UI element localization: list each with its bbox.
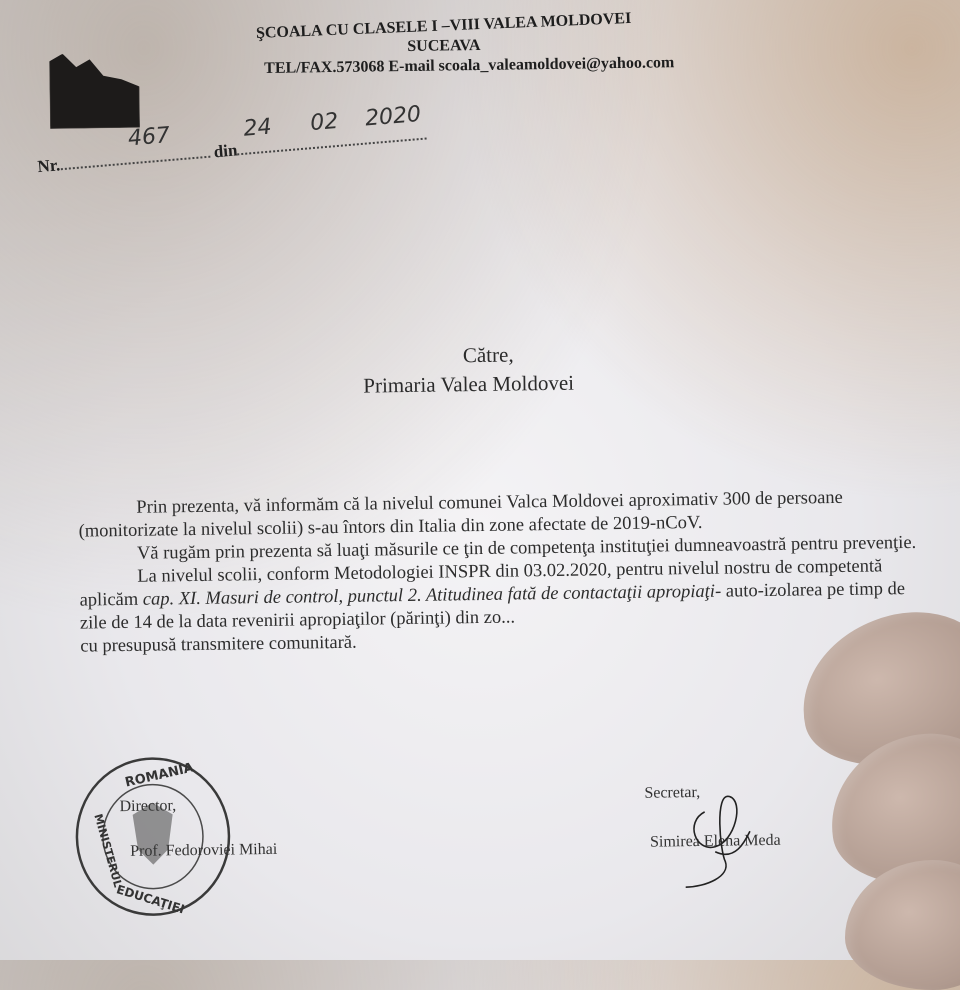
nr-value: 467: [127, 123, 171, 152]
director-name: Prof. Fedoroviei Mihai: [130, 840, 278, 860]
din-label: din: [212, 140, 239, 162]
date-day: 24: [242, 114, 273, 142]
signature-icon: [674, 791, 765, 892]
date-month: 02: [309, 108, 340, 137]
director-title: Director,: [119, 797, 177, 816]
registration-number: [36, 101, 428, 178]
date-year: 2020: [364, 101, 423, 132]
methodology-reference: cap. XI. Masuri de control, punctul 2. Atitudinea fată de contactaţii apropiaţi-: [142, 581, 722, 610]
secretary-name: Simirea Elena Meda: [649, 831, 781, 851]
paragraph-3: La nivelul scolii, conform Metodologiei INSPR din 03.02.2020, pentru nivelul nostru de competentă aplicăm cap. XI. Masuri de control, punctul 2. Atitudinea fată de contactaţii apropiaţi- auto-izolarea pe timp de zile de 14 de la data revenirii apropiaţilor (părinţi) din zo...: [79, 556, 906, 634]
official-stamp-icon: [72, 753, 234, 920]
letter-body: [78, 486, 930, 659]
paragraph-2: Vă rugăm prin prezenta să luaţi măsurile ce ţin de competenţa instituţiei dumneavoastră pentru prevenţie.: [136, 532, 917, 564]
school-name: ŞCOALA CU CLASELE I –VIII VALEA MOLDOVEI: [255, 9, 632, 42]
svg-text:MINISTERUL: MINISTERUL: [91, 812, 125, 889]
paragraph-4: cu presupusă transmitere comunitară.: [80, 632, 357, 657]
school-city: SUCEAVA: [407, 36, 481, 55]
letterhead: [204, 9, 685, 80]
recipient-salutation: Către,: [462, 342, 514, 368]
paragraph-1: Prin prezenta, vă informăm că la nivelul comunei Valca Moldovei aproximativ 300 de persoane (monitorizate la nivelul scolii) s-au întors din Italia din zone afectate de 2019-nCoV.: [78, 487, 843, 542]
nr-label: Nr.: [36, 155, 61, 177]
secretary-title: Secretar,: [644, 783, 701, 802]
recipient-name: Primaria Valea Moldovei: [363, 370, 575, 398]
svg-text:ROMANIA: ROMANIA: [123, 760, 196, 791]
school-contact: TEL/FAX.573068 E-mail scoala_valeamoldovei@yahoo.com: [264, 54, 675, 77]
svg-text:EDUCAŢIEI: EDUCAŢIEI: [114, 882, 187, 917]
redacted-logo: [49, 53, 140, 129]
